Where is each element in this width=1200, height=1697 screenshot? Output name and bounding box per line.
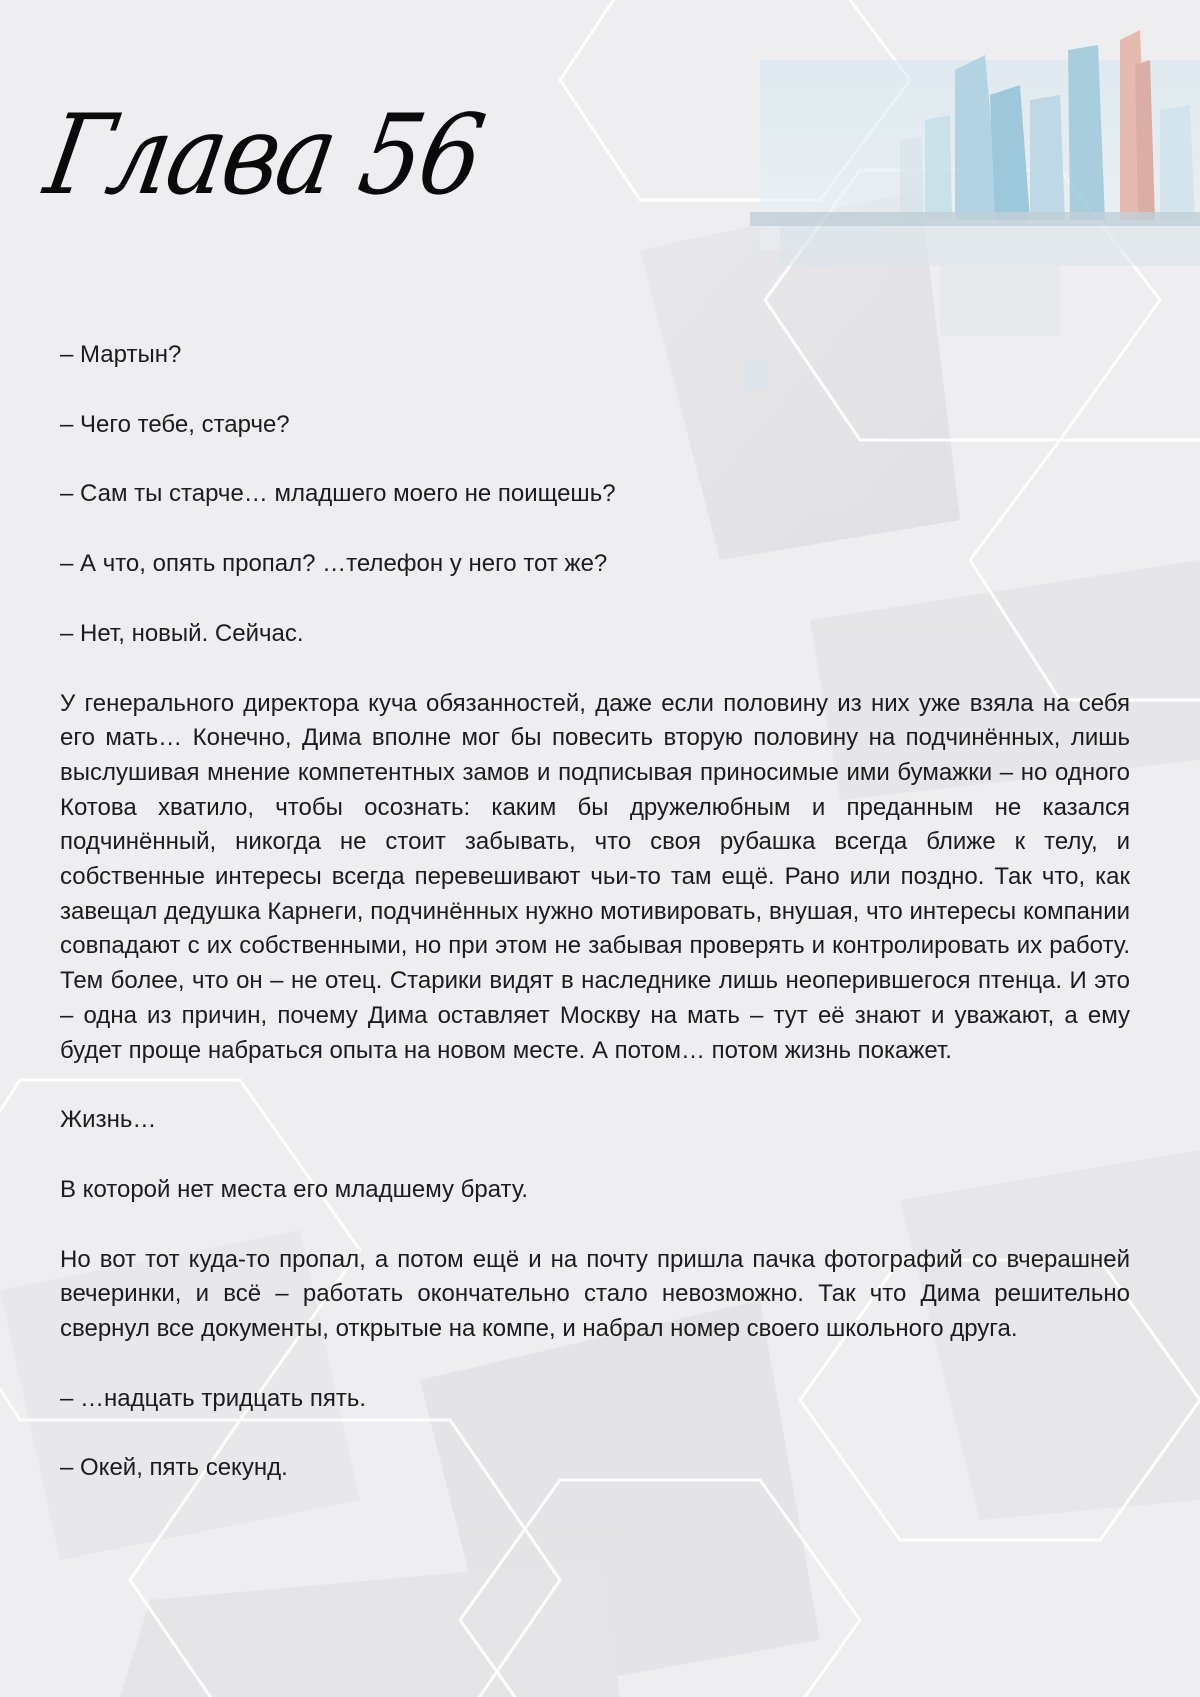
paragraph: Но вот тот куда-то пропал, а потом ещё и на почту пришла пачка фотографий со вчерашней вечеринки, и всё – работать окончательно стало невозможно. Так что Дима решительно свернул все документы, открытые на компе, и набрал номер своего школьного друга. bbox=[60, 1245, 1130, 1343]
paragraph: – Сам ты старче… младшего моего не поищешь? bbox=[60, 480, 616, 508]
paragraph: У генерального директора куча обязанностей, даже если половину из них уже взяла на себя его мать… Конечно, Дима вполне мог бы повесить вторую половину на подчинённых, лишь выслушивая мнение компетентных замов и подписывая приносимые ими бумажки – но одного Котова хватило, чтобы осознать: каким бы дружелюбным и преданным не казался подчинённый, никогда не стоит забывать, что своя рубашка всегда ближе к телу, и собственные интересы всегда перевешивают чьи-то там ещё. Рано или поздно. Так что, как завещал дедушка Карнеги, подчинённых нужно мотивировать, внушая, что интересы компании совпадают с их собственными, но при этом не забывая проверять и контролировать их работу. Тем более, что он – не отец. Старики видят в наследнике лишь неоперившегося птенца. И это – одна из причин, почему Дима оставляет Москву на мать – тут её знают и уважают, а ему будет проще набраться опыта на новом месте. А потом… потом жизнь покажет. bbox=[60, 689, 1130, 1064]
paragraph: – Мартын? bbox=[60, 341, 182, 368]
chapter-title: Глава 56 bbox=[36, 90, 492, 220]
paragraph: В которой нет места его младшему брату. bbox=[60, 1175, 529, 1203]
paragraph: – Окей, пять секунд. bbox=[60, 1454, 288, 1482]
paragraph: – Чего тебе, старче? bbox=[60, 410, 290, 438]
paragraph: – А что, опять пропал? …телефон у него тот же? bbox=[60, 550, 608, 578]
story-text bbox=[60, 338, 1130, 1521]
paragraph: – …надцать тридцать пять. bbox=[60, 1384, 366, 1412]
paragraph: – Нет, новый. Сейчас. bbox=[60, 619, 304, 647]
paragraph: Жизнь… bbox=[60, 1106, 157, 1134]
